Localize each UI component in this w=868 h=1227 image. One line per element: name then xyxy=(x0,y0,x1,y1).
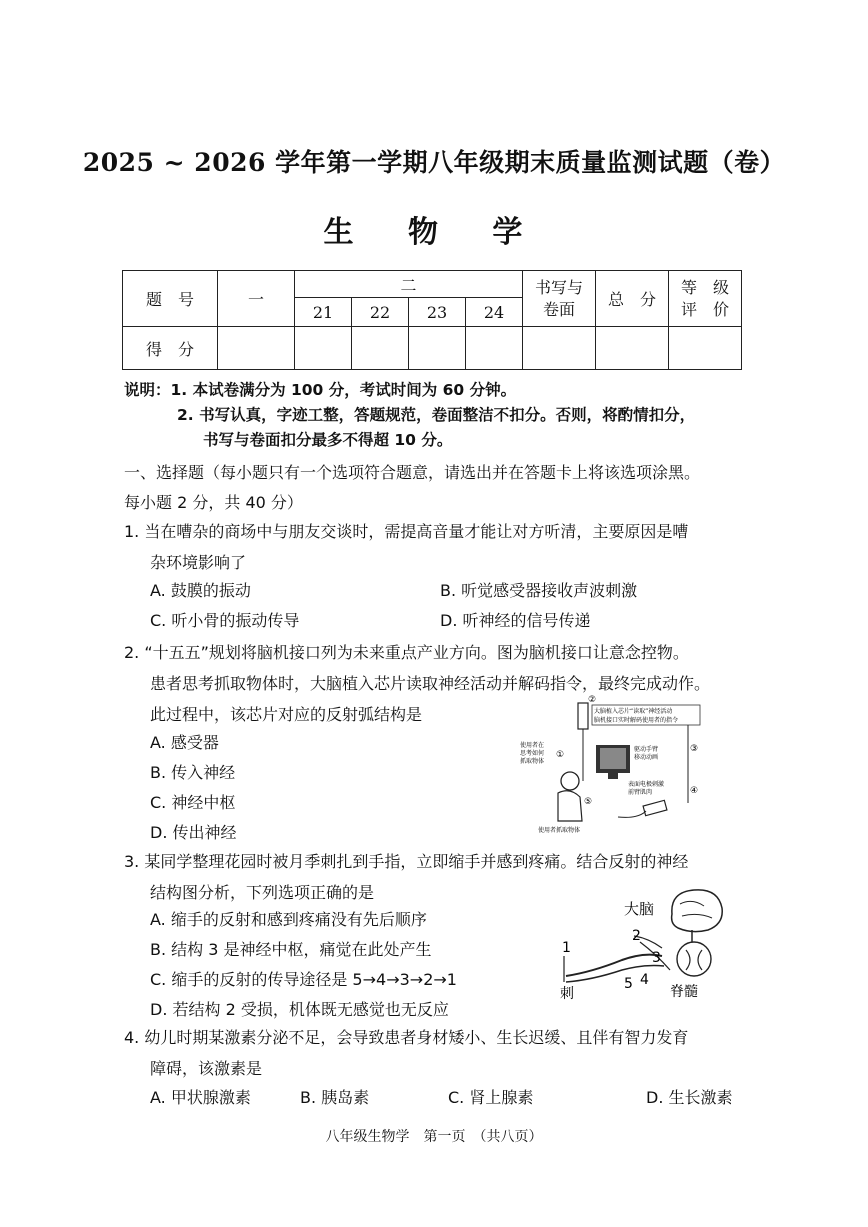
svg-text:①: ① xyxy=(556,750,565,760)
score-cell xyxy=(523,327,596,370)
svg-text:表面电极刺激: 表面电极刺激 xyxy=(628,781,665,788)
score-cell xyxy=(596,327,669,370)
q3-option-b[interactable]: B. 结构 3 是神经中枢，痛觉在此处产生 xyxy=(150,940,432,959)
q3-option-c[interactable]: C. 缩手的反射的传导途径是 5→4→3→2→1 xyxy=(150,970,457,989)
q1-option-c[interactable]: C. 听小骨的振动传导 xyxy=(150,611,300,630)
q1-option-d[interactable]: D. 听神经的信号传递 xyxy=(440,611,591,630)
q4-option-a[interactable]: A. 甲状腺激素 xyxy=(150,1088,251,1107)
svg-text:驱动手臂: 驱动手臂 xyxy=(634,746,659,753)
page-footer: 八年级生物学 第一页 （共八页） xyxy=(325,1129,543,1145)
q4-option-c[interactable]: C. 肾上腺素 xyxy=(448,1088,534,1107)
q2-option-b[interactable]: B. 传入神经 xyxy=(150,763,236,782)
q3-option-d[interactable]: D. 若结构 2 受损，机体既无感觉也无反应 xyxy=(150,1000,449,1019)
col-writing: 书写与 卷面 xyxy=(523,271,596,327)
subject-title: 生 物 学 xyxy=(323,215,545,250)
exam-title: 2025 ~ 2026 学年第一学期八年级期末质量监测试题（卷） xyxy=(82,148,786,177)
row-label-number: 题 号 xyxy=(123,271,218,327)
score-cell xyxy=(409,327,466,370)
q1-option-a[interactable]: A. 鼓膜的振动 xyxy=(150,581,251,600)
instructions: 说明：1. 本试卷满分为 100 分，考试时间为 60 分钟。 2. 书写认真，字迹工整，答题规范，卷面整洁不扣分。否则，将酌情扣分， 书写与卷面扣分最多不得超 10 分。 xyxy=(124,381,696,449)
svg-text:⑤: ⑤ xyxy=(584,797,593,807)
svg-text:使用者在: 使用者在 xyxy=(520,742,545,749)
section-heading: 一、选择题（每小题只有一个选项符合题意，请选出并在答题卡上将该选项涂黑。 每小题 2 分，共 40 分） xyxy=(124,463,701,512)
svg-text:④: ④ xyxy=(690,786,699,796)
svg-text:脑机接口实时解码使用者的指令: 脑机接口实时解码使用者的指令 xyxy=(594,717,679,724)
svg-text:5: 5 xyxy=(624,976,633,992)
score-cell xyxy=(218,327,295,370)
score-cell xyxy=(352,327,409,370)
svg-text:思考如何: 思考如何 xyxy=(520,750,545,757)
svg-text:③: ③ xyxy=(690,744,699,754)
svg-text:3: 3 xyxy=(652,950,661,966)
svg-text:1: 1 xyxy=(562,940,571,956)
row-label-score: 得 分 xyxy=(123,327,218,370)
svg-text:4: 4 xyxy=(640,972,649,988)
brain-computer-interface-figure xyxy=(518,693,704,837)
q2-option-d[interactable]: D. 传出神经 xyxy=(150,823,237,842)
score-table xyxy=(122,270,742,370)
col-23: 23 xyxy=(409,298,466,327)
score-cell xyxy=(669,327,742,370)
score-cell xyxy=(466,327,523,370)
col-24: 24 xyxy=(466,298,523,327)
q1-option-b[interactable]: B. 听觉感受器接收声波刺激 xyxy=(440,581,638,600)
svg-text:大脑植入芯片“读取”神经活动: 大脑植入芯片“读取”神经活动 xyxy=(594,708,673,715)
svg-text:移动动画: 移动动画 xyxy=(634,754,659,761)
q4-option-b[interactable]: B. 胰岛素 xyxy=(300,1088,370,1107)
svg-text:脊髓: 脊髓 xyxy=(670,984,698,1000)
q3-option-a[interactable]: A. 缩手的反射和感到疼痛没有先后顺序 xyxy=(150,910,427,929)
score-cell xyxy=(295,327,352,370)
svg-text:大脑: 大脑 xyxy=(624,900,655,918)
col-total: 总 分 xyxy=(596,271,669,327)
svg-text:②: ② xyxy=(588,695,597,705)
svg-text:抓取物体: 抓取物体 xyxy=(520,758,545,765)
col-part-one: 一 xyxy=(218,271,295,327)
question-4: 4. 幼儿时期某激素分泌不足，会导致患者身材矮小、生长迟缓、且伴有智力发育 障碍，该激素是 xyxy=(124,1028,689,1078)
question-2: 2. “十五五”规划将脑机接口列为未来重点产业方向。图为脑机接口让意念控物。 患者思考抓取物体时，大脑植入芯片读取神经活动并解码指令，最终完成动作。 此过程中，该芯片对应的反射弧结构是 xyxy=(124,643,711,724)
svg-text:前臂肌肉: 前臂肌肉 xyxy=(628,789,653,796)
col-22: 22 xyxy=(352,298,409,327)
q2-option-a[interactable]: A. 感受器 xyxy=(150,733,219,752)
svg-text:2: 2 xyxy=(632,928,641,944)
svg-text:使用者抓取物体: 使用者抓取物体 xyxy=(538,827,581,834)
col-21: 21 xyxy=(295,298,352,327)
svg-text:刺: 刺 xyxy=(560,986,574,1002)
question-1: 1. 当在嘈杂的商场中与朋友交谈时，需提高音量才能让对方听清，主要原因是嘈 杂环境影响了 xyxy=(124,522,689,572)
col-grade: 等 级 评 价 xyxy=(669,271,742,327)
q2-option-c[interactable]: C. 神经中枢 xyxy=(150,793,236,812)
reflex-arc-figure xyxy=(552,884,742,1002)
col-part-two: 二 xyxy=(295,271,523,298)
question-3: 3. 某同学整理花园时被月季刺扎到手指，立即缩手并感到疼痛。结合反射的神经 结构图分析，下列选项正确的是 xyxy=(124,852,689,902)
q4-option-d[interactable]: D. 生长激素 xyxy=(646,1088,733,1107)
